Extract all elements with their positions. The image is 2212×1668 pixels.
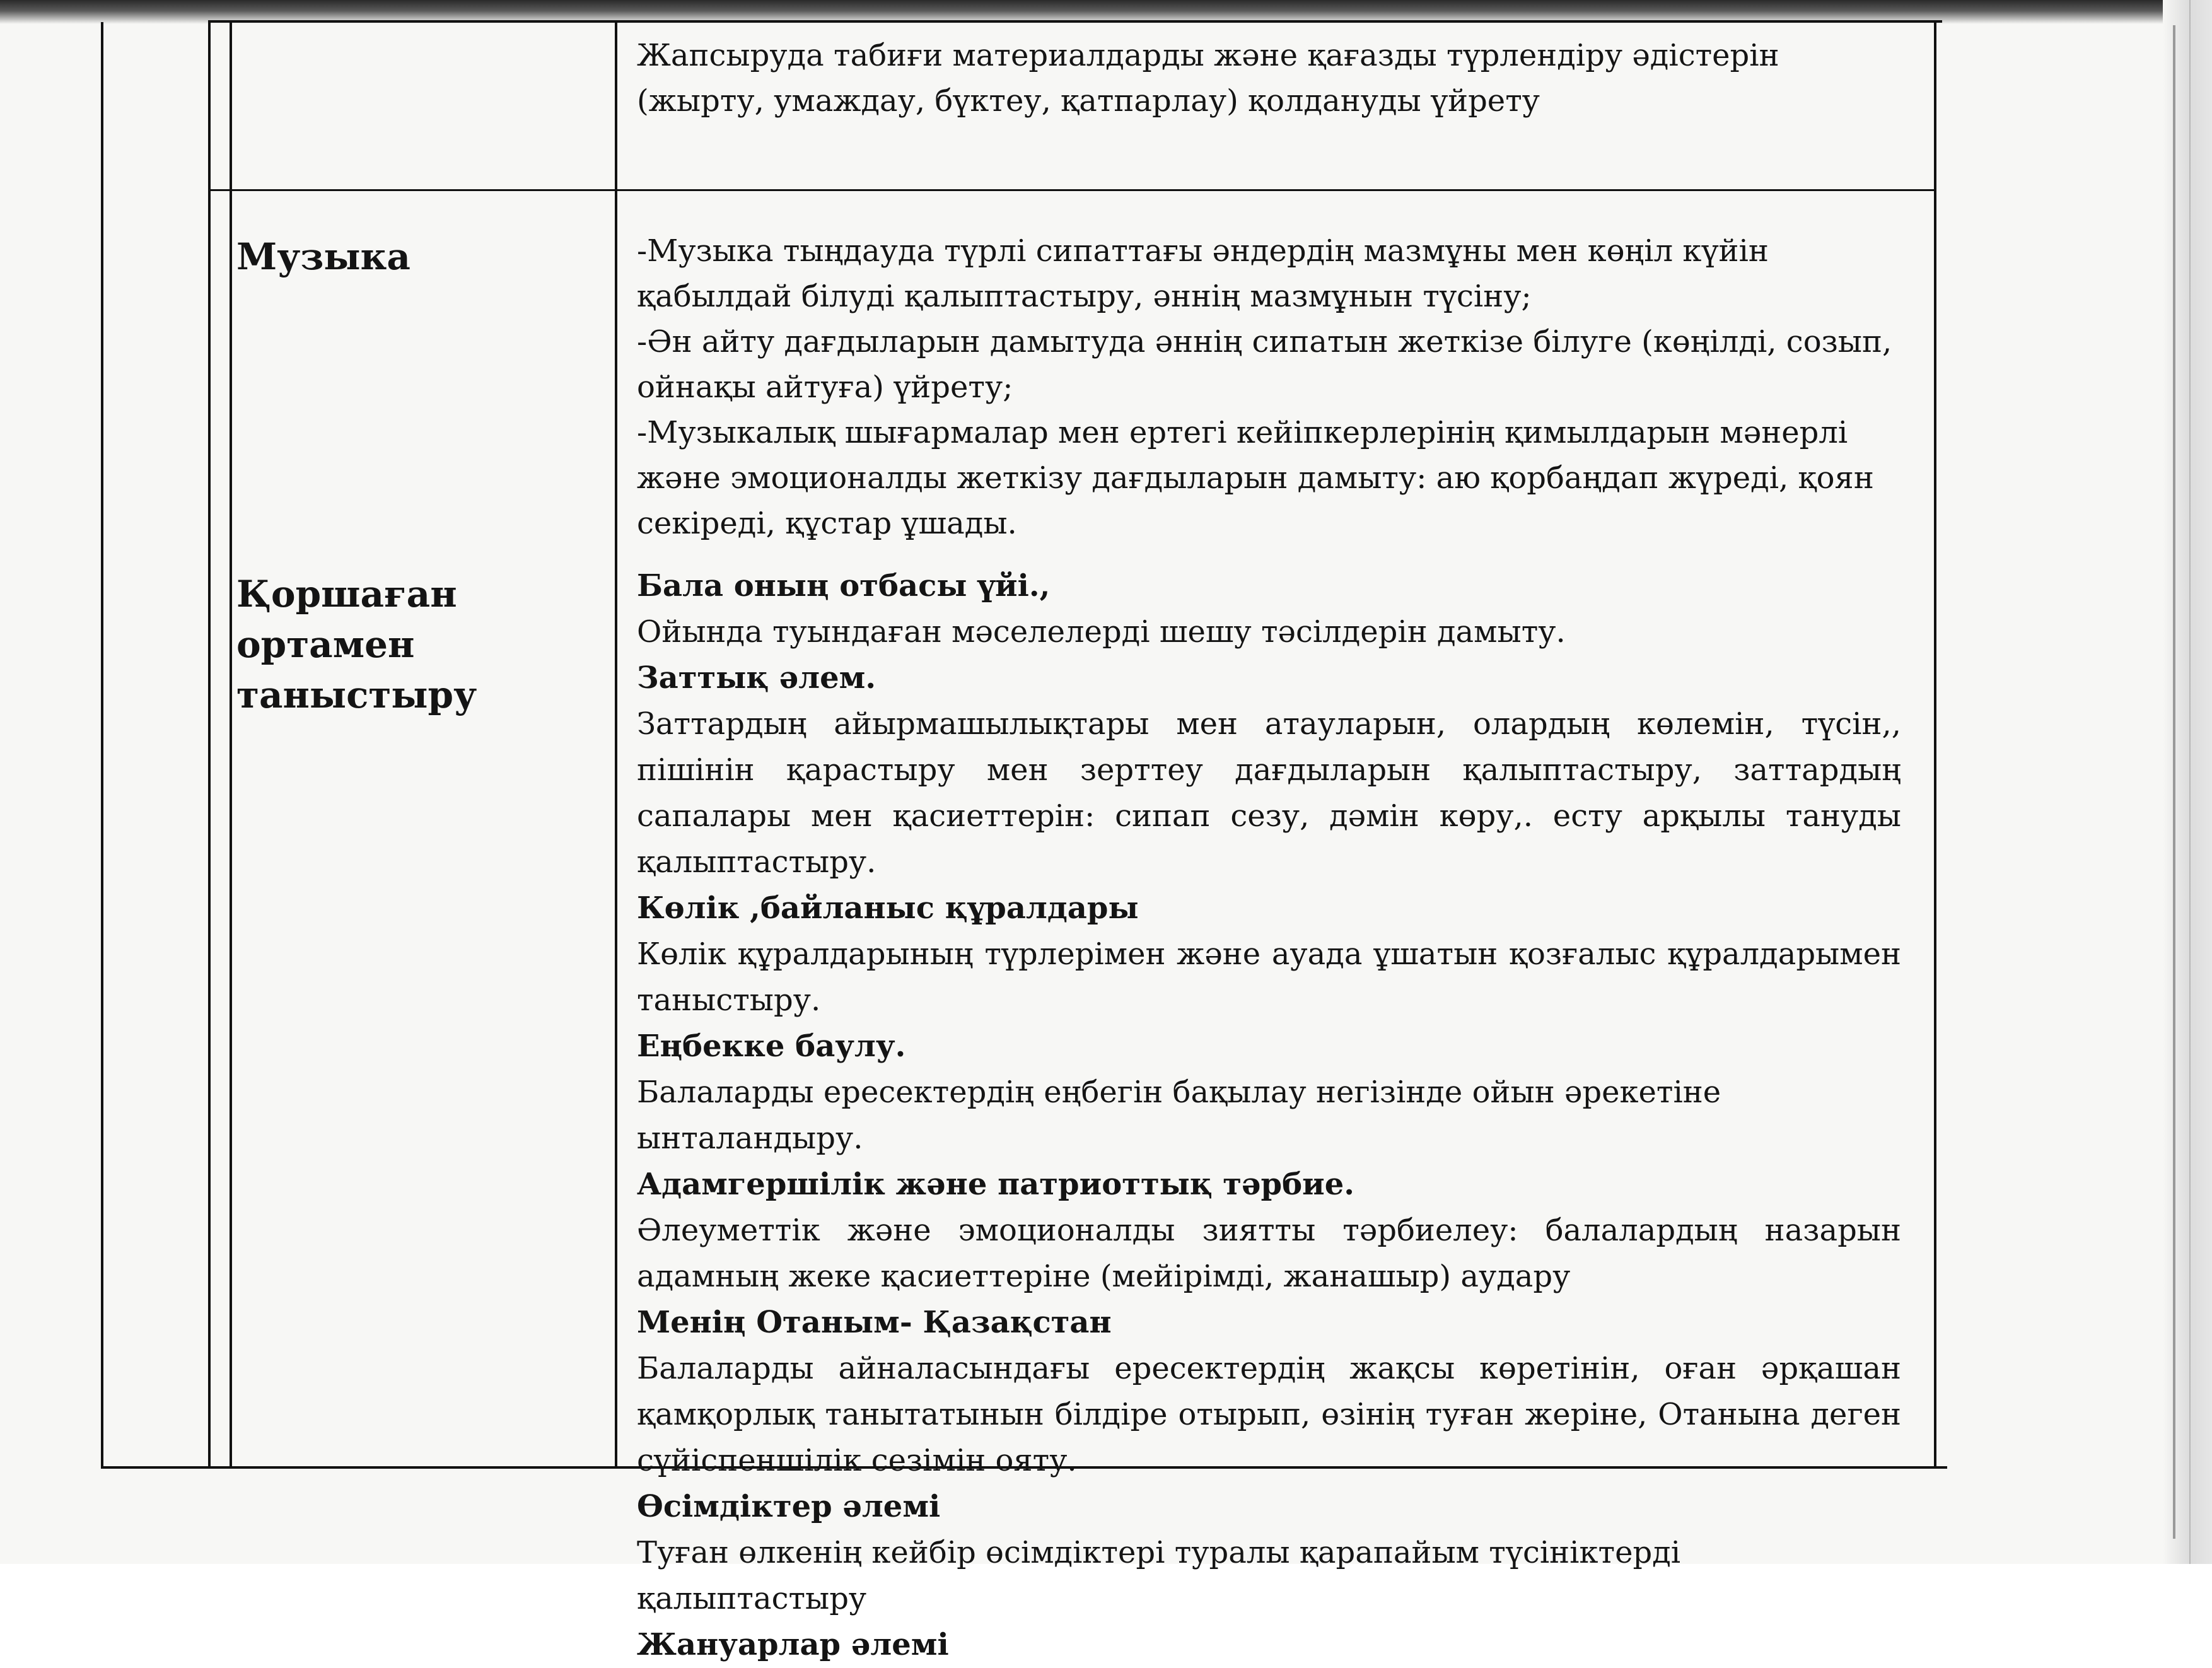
section-text: Көлік құралдарының түрлерімен және ауада ұшатын қозғалыс құралдарымен таныстыру. [637, 936, 1901, 1018]
subject-music: Музыка [236, 235, 410, 278]
section-text: Әлеуметтік және эмоционалды зиятты тәрбиелеу: балалардың назарын адамның жеке қасиеттеріне (мейірімді, жанашыр) аудару [637, 1213, 1901, 1294]
section-text: Балаларды ересектердің еңбегін бақылау негізінде ойын әрекетіне ынталандыру. [637, 1075, 1721, 1156]
applique-methods-text: Жапсыруда табиғи материалдарды және қағазды түрлендіру әдістерін (жырту, умаждау, бүктеу, қатпарлау) қолдануды үйрету [637, 38, 1779, 119]
section-heading: Көлік ,байланыс құралдары [637, 890, 1139, 926]
section-heading: Адамгершілік және патриоттық тәрбие. [637, 1167, 1354, 1202]
subject-environment: Қоршаған ортамен таныстыру [236, 573, 477, 716]
section-heading: Заттық әлем. [637, 660, 876, 696]
scan-right-edge-line [2173, 25, 2175, 1539]
music-line: -Ән айту дағдыларын дамытуда әннің сипатын жеткізе білуге (көңілді, созып, ойнақы айтуға) үйрету; [637, 324, 1892, 405]
music-line: -Музыкалық шығармалар мен ертегі кейіпкерлерінің қимылдарын мәнерлі және эмоционалды жеткізу дағдыларын дамыту: аю қорбаңдап жүреді, қоян секіреді, құстар ұшады. [637, 415, 1874, 541]
section-text: Туған өлкенің кейбір өсімдіктері туралы қарапайым түсініктерді қалыптастыру [637, 1535, 1681, 1616]
table-inner-left [208, 22, 211, 1467]
table-column-divider-content [615, 22, 617, 1467]
section-text: Балаларды айналасындағы ересектердің жақсы көретінін, оған әрқашан қамқорлық танытатынын білдіре отырып, өзінің туған жеріне, Отанына деген сүйіспеншілік сезімін ояту. [637, 1351, 1901, 1478]
table-row-divider [208, 189, 1936, 191]
table-border-right [1934, 22, 1936, 1467]
section-text: Ойында туындаған мәселелерді шешу тәсілдерін дамыту. [637, 614, 1566, 650]
table-border-left [101, 22, 103, 1467]
table-border-top [208, 20, 1942, 23]
music-content [637, 228, 1901, 546]
environment-content [637, 563, 1901, 1668]
section-heading: Өсімдіктер әлемі [637, 1489, 941, 1524]
table-column-divider [230, 22, 232, 1467]
scan-right-edge-line-2 [2189, 0, 2191, 1564]
scan-right-edge [2163, 0, 2212, 1564]
section-heading: Жануарлар әлемі [637, 1627, 949, 1662]
music-line: -Музыка тыңдауда түрлі сипаттағы әндердің мазмұны мен көңіл күйін қабылдай білуді қалыптастыру, әннің мазмұнын түсіну; [637, 233, 1769, 314]
section-heading: Менің Отаным- Қазақстан [637, 1305, 1112, 1340]
section-heading: Бала оның отбасы үйі., [637, 568, 1051, 604]
row-top-text [637, 33, 1901, 124]
section-heading: Еңбекке баулу. [637, 1029, 906, 1064]
section-text: Заттардың айырмашылықтары мен атауларын, олардың көлемін, түсін,, пішінін қарастыру мен зерттеу дағдыларын қалыптастыру, заттардың сапалары мен қасиеттерін: сипап сезу, дәмін көру,. есту арқылы тануды қалыптастыру. [637, 706, 1901, 880]
